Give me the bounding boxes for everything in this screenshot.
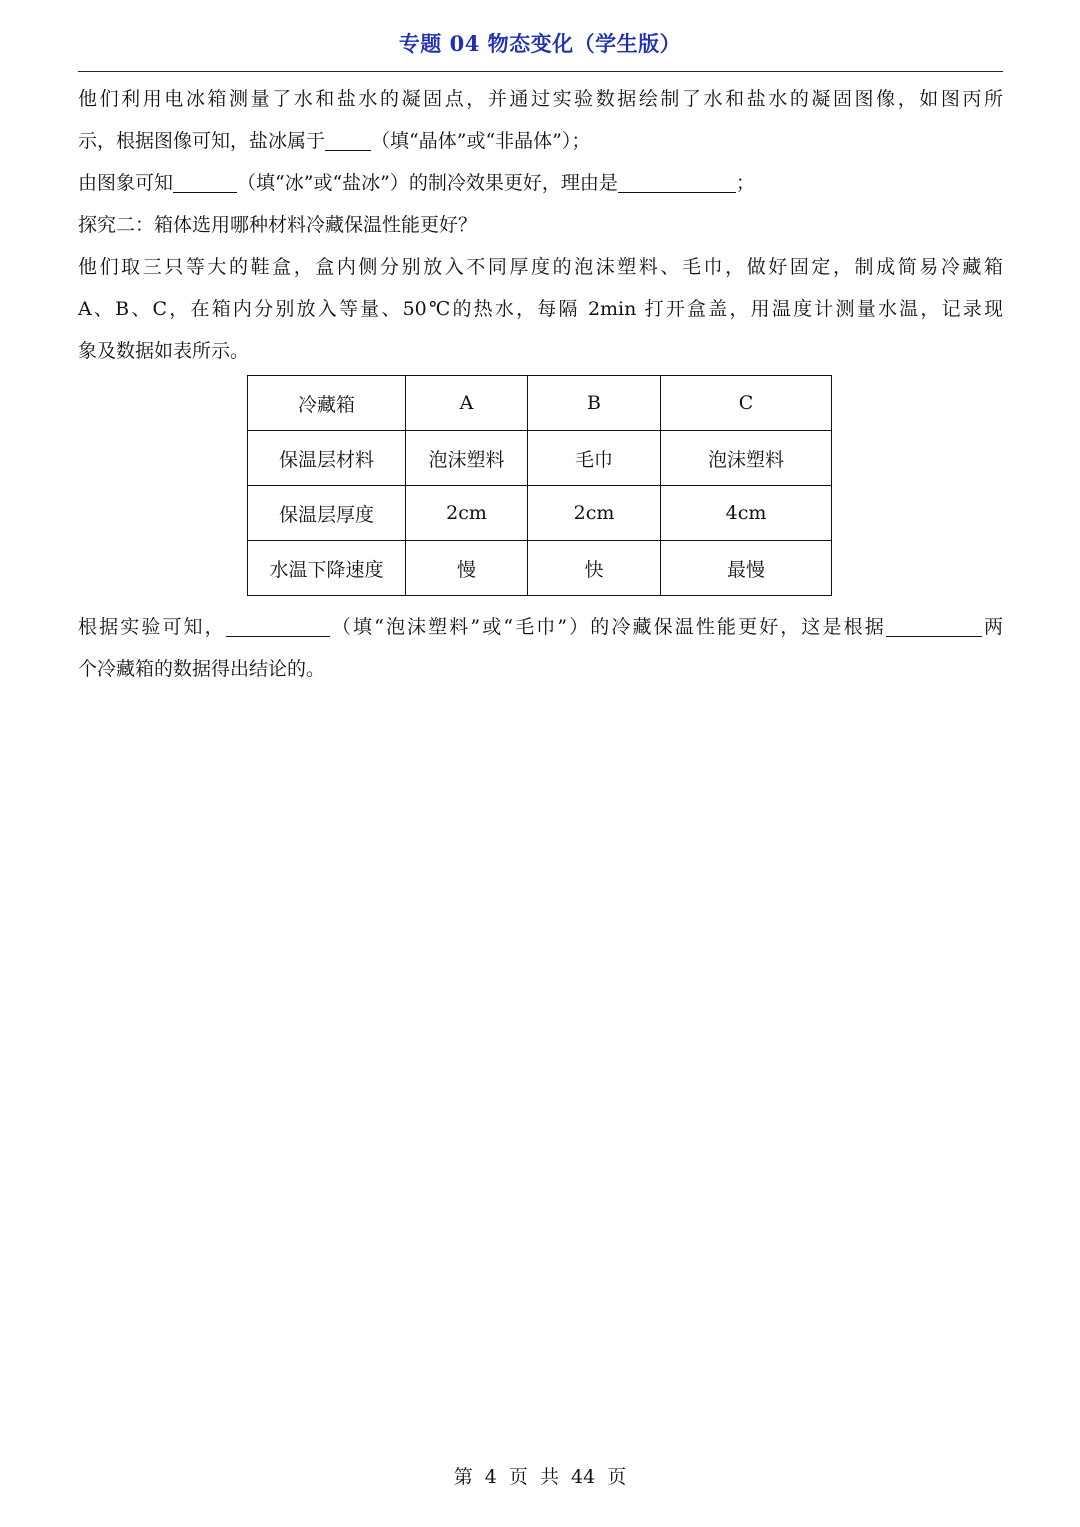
- document-body: [78, 78, 1003, 372]
- answer-blank[interactable]: [226, 614, 330, 637]
- table-cell: 保温层材料: [248, 431, 406, 486]
- question-text: 根据实验可知，: [78, 616, 226, 638]
- table-row: [248, 376, 832, 431]
- page-number: 第 4 页 共 44 页: [453, 1466, 627, 1488]
- question-text: （填“泡沫塑料”或“毛巾”）的冷藏保温性能更好，这是根据: [329, 616, 886, 638]
- table-cell: 最慢: [661, 541, 832, 596]
- header-divider: [78, 71, 1003, 72]
- table-cell: 毛巾: [528, 431, 661, 486]
- table-cell: 慢: [406, 541, 528, 596]
- table-cell: 2cm: [406, 486, 528, 541]
- question-text: ；: [735, 172, 755, 194]
- page-header-title: 专题 04 物态变化（学生版）: [398, 31, 682, 56]
- question-text: （填“晶体”或“非晶体”）；: [371, 130, 591, 152]
- answer-blank[interactable]: [173, 170, 237, 193]
- paragraph-experiment-setup: A、B、C，在箱内分别放入等量、50℃的热水，每隔 2min 打开盒盖，用温度计测量水温，记录现: [78, 298, 1003, 320]
- table-cell: 冷藏箱: [248, 376, 406, 431]
- question-text: 两: [981, 616, 1003, 638]
- table-cell: 快: [528, 541, 661, 596]
- table-cell: 泡沫塑料: [661, 431, 832, 486]
- paragraph-conclusion-question: [78, 606, 1003, 648]
- question-text: 示，根据图像可知，盐冰属于: [78, 130, 326, 152]
- table-row: [248, 486, 832, 541]
- table-cell: 泡沫塑料: [406, 431, 528, 486]
- paragraph-cooling-effect-question: [78, 162, 1003, 204]
- table-cell: 2cm: [528, 486, 661, 541]
- paragraph-experiment-setup: 他们取三只等大的鞋盒，盒内侧分别放入不同厚度的泡沫塑料、毛巾，做好固定，制成简易冷藏箱: [78, 256, 1003, 278]
- answer-blank[interactable]: [886, 614, 982, 637]
- experiment-data-table: [247, 375, 832, 596]
- paragraph-conclusion-question: 个冷藏箱的数据得出结论的。: [78, 658, 326, 680]
- table-cell: C: [661, 376, 832, 431]
- paragraph-experiment-setup: 象及数据如表所示。: [78, 340, 250, 362]
- answer-blank[interactable]: [618, 170, 736, 193]
- paragraph-salt-ice-question: [78, 120, 1003, 162]
- table-cell: 4cm: [661, 486, 832, 541]
- table-cell: A: [406, 376, 528, 431]
- question-text: 由图象可知: [78, 172, 174, 194]
- paragraph-freezing-intro: 他们利用电冰箱测量了水和盐水的凝固点，并通过实验数据绘制了水和盐水的凝固图像，如图丙所: [78, 88, 1003, 110]
- table-cell: 保温层厚度: [248, 486, 406, 541]
- table-cell: B: [528, 376, 661, 431]
- paragraph-inquiry-two: 探究二：箱体选用哪种材料冷藏保温性能更好？: [78, 214, 478, 236]
- question-text: （填“冰”或“盐冰”）的制冷效果更好，理由是: [237, 172, 618, 194]
- answer-blank[interactable]: [325, 128, 371, 151]
- table-row: [248, 541, 832, 596]
- table-cell: 水温下降速度: [248, 541, 406, 596]
- conclusion-section: [78, 606, 1003, 690]
- table-row: [248, 431, 832, 486]
